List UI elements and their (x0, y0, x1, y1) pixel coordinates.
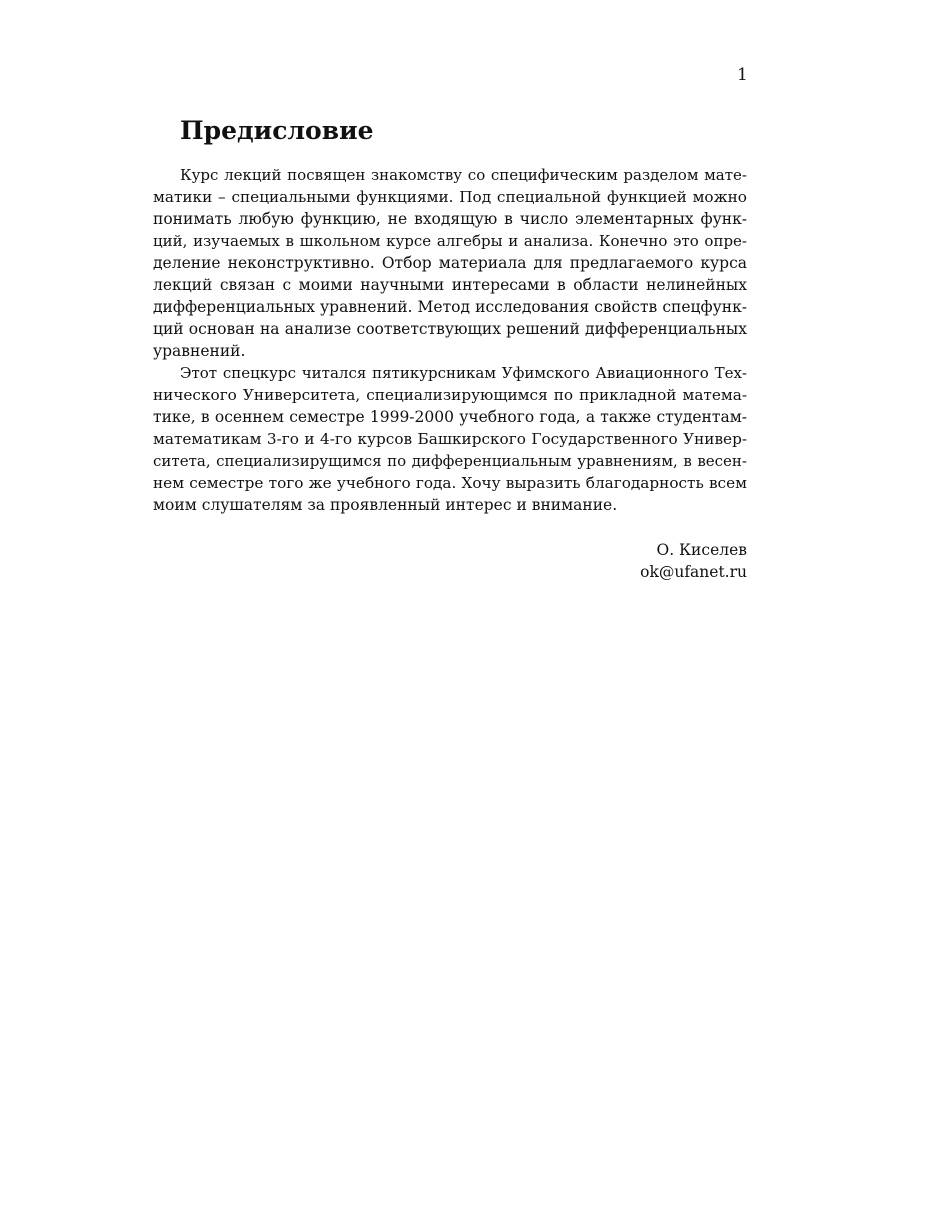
text-line: лекций связан с моими научными интересами в области нелинейных (153, 276, 747, 294)
text-line: нем семестре того же учебного года. Хочу выразить благодарность всем (153, 474, 747, 492)
author-name: О. Киселев (656, 541, 747, 559)
paragraph-1 (153, 164, 747, 362)
paragraph-2 (153, 362, 747, 516)
text-line: ситета, специализирущимся по дифференциальным уравнениям, в весен- (153, 452, 747, 470)
preface-body (153, 164, 747, 516)
text-line: дифференциальных уравнений. Метод исследования свойств спецфунк- (153, 298, 747, 316)
text-line: моим слушателям за проявленный интерес и внимание. (153, 496, 618, 514)
page-title: Предисловие (180, 116, 374, 145)
author-email: ok@ufanet.ru (640, 563, 747, 581)
page-number: 1 (737, 65, 748, 85)
text-line: Этот спецкурс читался пятикурсникам Уфимского Авиационного Тех- (180, 364, 747, 382)
text-line: уравнений. (153, 342, 246, 360)
text-line: нического Университета, специализирующимся по прикладной матема- (153, 386, 747, 404)
text-line: матики – специальными функциями. Под специальной функцией можно (153, 188, 747, 206)
text-line: математикам 3-го и 4-го курсов Башкирского Государственного Универ- (153, 430, 747, 448)
text-line: деление неконструктивно. Отбор материала для предлагаемого курса (153, 254, 747, 272)
text-line: тике, в осеннем семестре 1999-2000 учебного года, а также студентам- (153, 408, 747, 426)
signature (520, 539, 747, 583)
text-line: ций, изучаемых в школьном курсе алгебры и анализа. Конечно это опре- (153, 232, 747, 250)
text-line: ций основан на анализе соответствующих решений дифференциальных (153, 320, 747, 338)
text-line: Курс лекций посвящен знакомству со специфическим разделом мате- (180, 166, 747, 184)
text-line: понимать любую функцию, не входящую в число элементарных функ- (153, 210, 747, 228)
